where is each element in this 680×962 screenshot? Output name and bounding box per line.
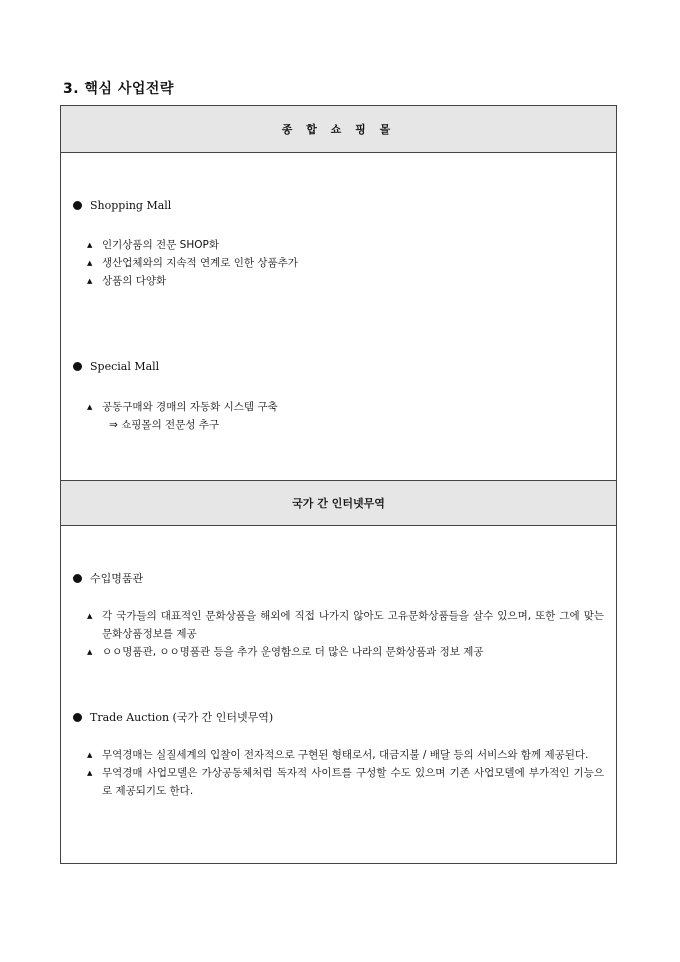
import-hall-title: 수입명품관 — [90, 572, 144, 585]
trade-auction-list — [87, 746, 604, 800]
shopping-mall-title: Shopping Mall — [90, 199, 172, 212]
bullet-dot-icon — [73, 201, 82, 210]
list-item: ▲ ㅇㅇ명품관, ㅇㅇ명품관 등을 추가 운영함으로 더 많은 나라의 문화상품과 정보 제공 — [87, 643, 604, 661]
triangle-icon: ▲ — [87, 277, 93, 285]
triangle-icon: ▲ — [87, 403, 93, 411]
import-hall-list — [87, 607, 604, 661]
bullet-dot-icon — [73, 362, 82, 371]
list-item: ▲ 무역경매 사업모델은 가상공동체처럼 독자적 사이트를 구성할 수도 있으며 기존 사업모델에 부가적인 기능으로 제공되기도 한다. — [87, 764, 604, 800]
triangle-icon: ▲ — [87, 751, 93, 759]
list-item: ▲ 상품의 다양화 — [87, 272, 604, 290]
triangle-icon: ▲ — [87, 241, 93, 249]
triangle-icon: ▲ — [87, 612, 93, 620]
triangle-icon: ▲ — [87, 259, 93, 267]
list-item: ▲ 각 국가들의 대표적인 문화상품을 해외에 직접 나가지 않아도 고유문화상품들을 살수 있으며, 또한 그에 맞는 문화상품정보를 제공 — [87, 607, 604, 643]
strategy-table — [60, 105, 617, 864]
list-item: ▲ 공동구매와 경매의 자동화 시스템 구축 — [87, 398, 604, 416]
triangle-icon: ▲ — [87, 648, 93, 656]
header-shopping-mall: 종 합 쇼 핑 몰 — [61, 106, 616, 153]
list-item: ▲ 인기상품의 전문 SHOP화 — [87, 236, 604, 254]
special-mall-list — [87, 398, 604, 434]
arrow-line: ⇒ 쇼핑몰의 전문성 추구 — [109, 419, 220, 431]
trade-auction-title: Trade Auction (국가 간 인터넷무역) — [90, 711, 274, 724]
bullet-shopping-mall — [73, 199, 171, 212]
list-item: ▲ 무역경매는 실질세계의 입찰이 전자적으로 구현된 형태로서, 대금지불 / 배달 등의 서비스와 함께 제공된다. — [87, 746, 604, 764]
triangle-icon: ▲ — [87, 769, 93, 777]
shopping-mall-list — [87, 236, 604, 290]
bullet-import-hall — [73, 570, 143, 586]
bullet-dot-icon — [73, 713, 82, 722]
bullet-dot-icon — [73, 574, 82, 583]
section-title: 3. 핵심 사업전략 — [63, 81, 174, 97]
header-internet-trade: 국가 간 인터넷무역 — [61, 480, 616, 526]
special-mall-title: Special Mall — [90, 360, 160, 373]
bullet-trade-auction — [73, 709, 273, 725]
list-item: ▲ 생산업체와의 지속적 연계로 인한 상품추가 — [87, 254, 604, 272]
bullet-special-mall — [73, 360, 159, 373]
